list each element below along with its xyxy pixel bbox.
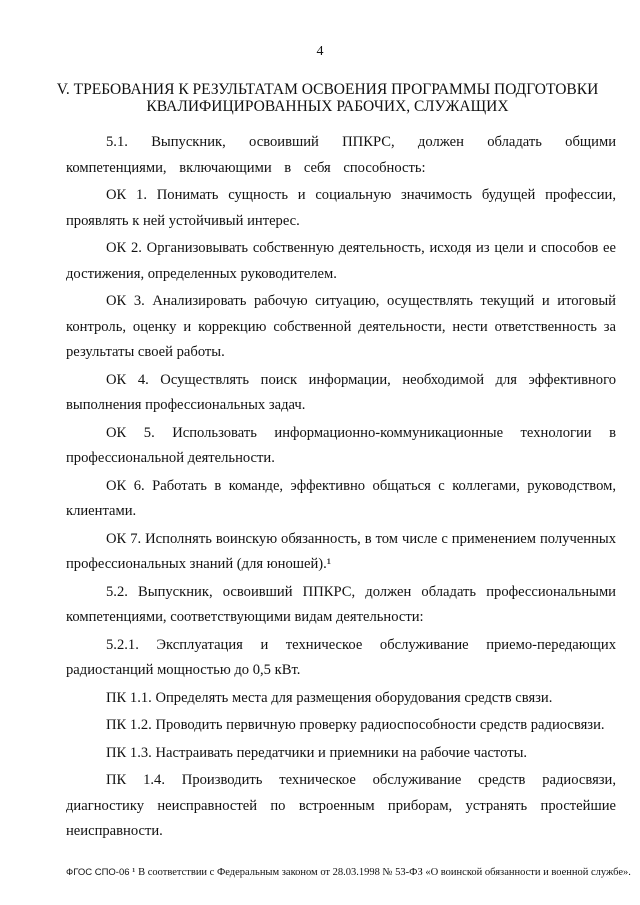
paragraph-ok-2: ОК 2. Организовывать собственную деятельность, исходя из цели и способов ее достижения, определенных руководителем. [66, 240, 616, 282]
paragraph-pk-1-2: ПК 1.2. Проводить первичную проверку радиоспособности средств радиосвязи. [106, 717, 605, 733]
paragraph-5-2: 5.2. Выпускник, освоивший ППКРС, должен обладать профессиональными компетенциями, соответствующими видам деятельности: [66, 583, 616, 625]
paragraph-pk-1-4: ПК 1.4. Производить техническое обслуживание средств радиосвязи, диагностику неисправностей по встроенным приборам, устранять простейшие неисправности. [66, 772, 616, 839]
section-heading-line-1: V. ТРЕБОВАНИЯ К РЕЗУЛЬТАТАМ ОСВОЕНИЯ ПРОГРАММЫ ПОДГОТОВКИ [56, 81, 599, 98]
paragraph-5-2-1: 5.2.1. Эксплуатация и техническое обслуживание приемо-передающих радиостанций мощностью до 0,5 кВт. [66, 636, 616, 678]
paragraph-ok-3: ОК 3. Анализировать рабочую ситуацию, осуществлять текущий и итоговый контроль, оценку и коррекцию собственной деятельности, нести ответственность за результаты своей работы. [66, 293, 616, 360]
paragraph-ok-7: ОК 7. Исполнять воинскую обязанность, в том числе с применением полученных профессиональных знаний (для юношей).¹ [66, 530, 616, 572]
footnote [66, 866, 631, 878]
paragraph-5-1: 5.1. Выпускник, освоивший ППКРС, должен обладать общими компетенциями, включающими в себя способность: [66, 134, 616, 176]
footnote-marker: ¹ [132, 866, 136, 878]
paragraph-ok-6: ОК 6. Работать в команде, эффективно общаться с коллегами, руководством, клиентами. [66, 477, 616, 519]
paragraph-pk-1-3: ПК 1.3. Настраивать передатчики и приемники на рабочие частоты. [106, 744, 528, 761]
paragraph-ok-5: ОК 5. Использовать информационно-коммуникационные технологии в профессиональной деятельности. [66, 424, 616, 466]
footnote-text: В соответствии с Федеральным законом от 28.03.1998 № 53-ФЗ «О воинской обязанности и военной службе». [138, 867, 631, 878]
footnote-document-code: ФГОС СПО-06 [66, 867, 130, 878]
paragraph-ok-1: ОК 1. Понимать сущность и социальную значимость будущей профессии, проявлять к ней устойчивый интерес. [66, 187, 616, 229]
section-heading [40, 81, 615, 115]
paragraph-ok-4: ОК 4. Осуществлять поиск информации, необходимой для эффективного выполнения профессиональных задач. [66, 371, 616, 413]
body-text [66, 130, 616, 845]
section-heading-line-2: КВАЛИФИЦИРОВАННЫХ РАБОЧИХ, СЛУЖАЩИХ [146, 98, 509, 115]
page-number: 4 [316, 44, 324, 59]
paragraph-pk-1-1: ПК 1.1. Определять места для размещения оборудования средств связи. [106, 689, 553, 706]
